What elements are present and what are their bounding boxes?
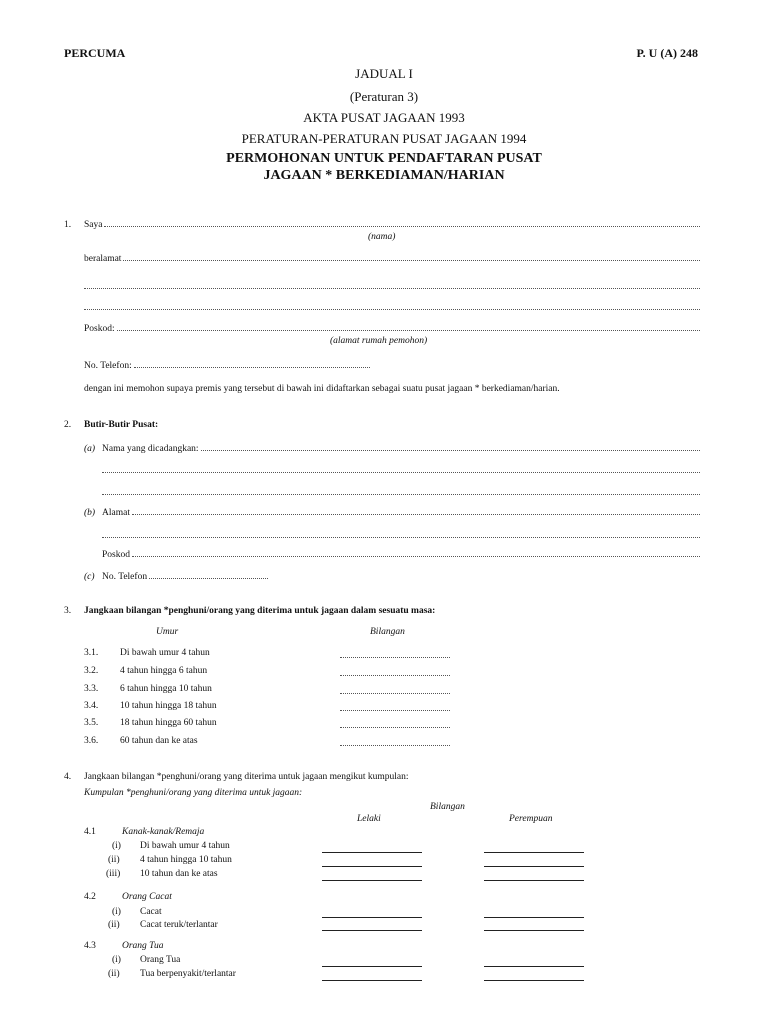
s1-declaration: dengan ini memohon supaya premis yang tersebut di bawah ini didaftarkan sebagai suatu pusat jagaan * berkediaman/harian.: [84, 384, 560, 394]
s2-address-field[interactable]: [102, 508, 700, 518]
s4-subtitle: Kumpulan *penghuni/orang yang diterima untuk jagaan:: [84, 788, 303, 798]
s2-postcode-field[interactable]: [102, 550, 700, 560]
s4-number: 4.: [64, 772, 72, 782]
s4-item-label: Di bawah umur 4 tahun: [140, 841, 230, 851]
s3-col-count: Bilangan: [370, 627, 405, 637]
s3-col-age: Umur: [156, 627, 179, 637]
s4-item-roman: (i): [112, 907, 121, 917]
s2-name-text: Nama yang dicadangkan:: [102, 444, 199, 454]
regulation-ref: (Peraturan 3): [349, 89, 419, 104]
s4-female-field[interactable]: [484, 866, 584, 867]
s3-row-label: 6 tahun hingga 10 tahun: [120, 684, 212, 694]
s4-item-label: Orang Tua: [140, 955, 181, 965]
s3-row-label: 60 tahun dan ke atas: [120, 736, 198, 746]
s3-row-num: 3.1.: [84, 648, 99, 658]
s4-male-field[interactable]: [322, 880, 422, 881]
s2-b-label: (b): [84, 508, 96, 518]
s3-row-count-field[interactable]: [340, 693, 450, 694]
s4-female-header: Perempuan: [509, 814, 553, 824]
s2-number: 2.: [64, 420, 72, 430]
s2-postcode-label: Poskod: [102, 550, 130, 560]
s4-item-roman: (ii): [108, 969, 120, 979]
s1-name-note: (nama): [368, 232, 396, 242]
s4-item-roman: (ii): [108, 920, 120, 930]
form-title-line2: JAGAAN * BERKEDIAMAN/HARIAN: [263, 168, 505, 183]
s4-group-num: 4.3: [84, 941, 96, 951]
s3-row-label: Di bawah umur 4 tahun: [120, 648, 210, 658]
s4-female-field[interactable]: [484, 930, 584, 931]
s3-row-num: 3.4.: [84, 701, 99, 711]
s4-group-name: Kanak-kanak/Remaja: [122, 827, 205, 837]
schedule-title: JADUAL I: [355, 66, 413, 81]
s4-male-field[interactable]: [322, 930, 422, 931]
s4-male-field[interactable]: [322, 852, 422, 853]
s1-name-field[interactable]: [84, 220, 700, 230]
s4-item-roman: (i): [112, 955, 121, 965]
s2-a-label: (a): [84, 444, 96, 454]
s1-phone-field[interactable]: [84, 361, 370, 371]
s3-row-count-field[interactable]: [340, 710, 450, 711]
s4-item-roman: (ii): [108, 855, 120, 865]
s4-male-header: Lelaki: [357, 814, 381, 824]
s4-female-field[interactable]: [484, 880, 584, 881]
s1-address-note: (alamat rumah pemohon): [330, 336, 428, 346]
s3-title: Jangkaan bilangan *penghuni/orang yang diterima untuk jagaan dalam sesuatu masa:: [84, 606, 436, 616]
s2-phone-field[interactable]: [102, 572, 268, 582]
s2-address-text: Alamat: [102, 508, 130, 518]
s2-address-line2[interactable]: [102, 537, 700, 538]
header-right: P. U (A) 248: [636, 46, 698, 60]
s1-address-label: beralamat: [84, 254, 122, 264]
s1-address-field[interactable]: [84, 254, 700, 264]
s4-female-field[interactable]: [484, 852, 584, 853]
s3-row-count-field[interactable]: [340, 727, 450, 728]
s3-row-label: 18 tahun hingga 60 tahun: [120, 718, 217, 728]
s1-phone-label: No. Telefon:: [84, 361, 132, 371]
s4-female-field[interactable]: [484, 980, 584, 981]
s3-row-num: 3.6.: [84, 736, 99, 746]
s4-male-field[interactable]: [322, 966, 422, 967]
s4-female-field[interactable]: [484, 917, 584, 918]
s2-name-line3[interactable]: [102, 494, 700, 495]
s4-group-num: 4.2: [84, 892, 96, 902]
s4-item-label: Cacat: [140, 907, 162, 917]
s2-title: Butir-Butir Pusat:: [84, 420, 159, 430]
s1-number: 1.: [64, 220, 72, 230]
s1-saya-label: Saya: [84, 220, 103, 230]
s3-row-num: 3.5.: [84, 718, 99, 728]
s4-male-field[interactable]: [322, 866, 422, 867]
s3-row-count-field[interactable]: [340, 745, 450, 746]
s3-number: 3.: [64, 606, 72, 616]
s4-female-field[interactable]: [484, 966, 584, 967]
act-title: AKTA PUSAT JAGAAN 1993: [303, 110, 465, 125]
s2-name-line2[interactable]: [102, 472, 700, 473]
s4-title: Jangkaan bilangan *penghuni/orang yang diterima untuk jagaan mengikut kumpulan:: [84, 772, 409, 782]
s3-row-count-field[interactable]: [340, 657, 450, 658]
s3-row-num: 3.2.: [84, 666, 99, 676]
s1-address-line3[interactable]: [84, 309, 700, 310]
s3-row-label: 10 tahun hingga 18 tahun: [120, 701, 217, 711]
s4-item-label: Tua berpenyakit/terlantar: [140, 969, 236, 979]
s2-c-label: (c): [84, 572, 95, 582]
s2-phone-text: No. Telefon: [102, 572, 148, 582]
s2-name-field[interactable]: [102, 444, 700, 454]
s4-item-label: 10 tahun dan ke atas: [140, 869, 218, 879]
s4-male-field[interactable]: [322, 917, 422, 918]
form-title-line1: PERMOHONAN UNTUK PENDAFTARAN PUSAT: [226, 151, 542, 166]
s4-male-field[interactable]: [322, 980, 422, 981]
s3-row-num: 3.3.: [84, 684, 99, 694]
s4-group-name: Orang Cacat: [122, 892, 172, 902]
s1-postcode-label: Poskod:: [84, 324, 115, 334]
s4-item-label: 4 tahun hingga 10 tahun: [140, 855, 232, 865]
s4-count-header: Bilangan: [430, 802, 465, 812]
s3-row-count-field[interactable]: [340, 675, 450, 676]
header-left: PERCUMA: [64, 46, 126, 60]
s4-item-roman: (i): [112, 841, 121, 851]
s1-address-line2[interactable]: [84, 288, 700, 289]
regulations-title: PERATURAN-PERATURAN PUSAT JAGAAN 1994: [241, 131, 527, 146]
s1-postcode-field[interactable]: [84, 324, 700, 334]
s4-group-name: Orang Tua: [122, 941, 164, 951]
s4-group-num: 4.1: [84, 827, 96, 837]
s4-item-label: Cacat teruk/terlantar: [140, 920, 218, 930]
s4-item-roman: (iii): [106, 869, 121, 879]
s3-row-label: 4 tahun hingga 6 tahun: [120, 666, 208, 676]
